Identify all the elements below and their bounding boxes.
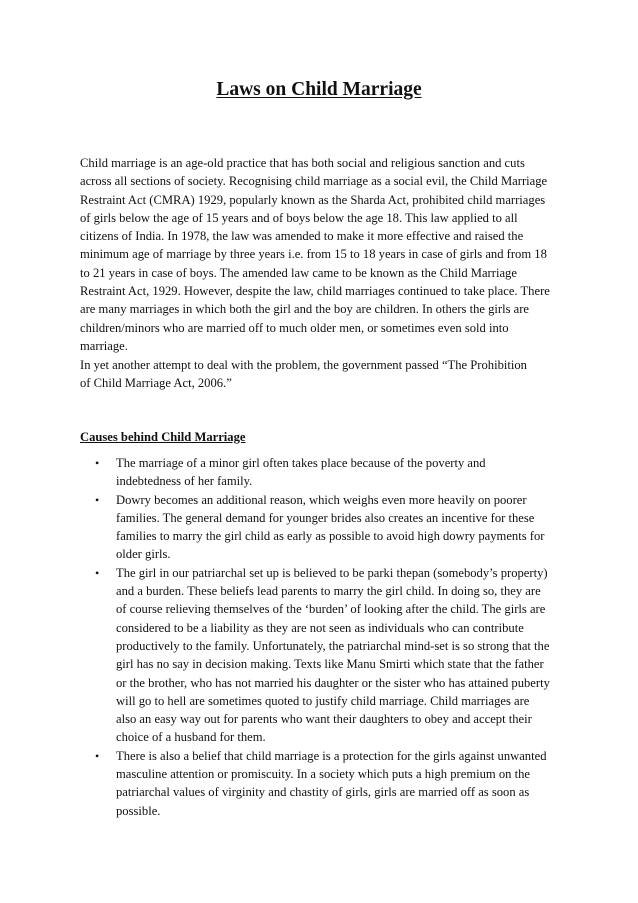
bullet-icon: • — [95, 456, 100, 470]
list-item — [0, 747, 638, 820]
text-line: marriage. — [80, 338, 128, 353]
text-line: girl has no say in decision making. Texts like Manu Smirti which state that the father — [116, 657, 544, 672]
list-item — [0, 491, 638, 564]
text-line: across all sections of society. Recognising child marriage as a social evil, the Child Marriage — [80, 174, 548, 189]
list-item-text — [116, 747, 576, 820]
text-line: are many marriages in which both the girl and the boy are children. In others the girls are — [80, 302, 530, 317]
bullet-icon: • — [95, 748, 100, 763]
list-item-text — [116, 454, 576, 491]
text-line: and a burden. These beliefs lead parents to marry the girl child. In doing so, they are — [116, 584, 541, 599]
text-line: children/minors who are married off to much older men, or sometimes even sold into — [80, 320, 509, 335]
text-line: will go to hell are sometimes quoted to justify child marriage. Child marriages are — [116, 693, 530, 708]
act-paragraph — [80, 356, 564, 393]
list-item — [0, 454, 638, 491]
text-line: of Child Marriage Act, 2006.” — [80, 376, 232, 391]
text-line: masculine attention or promiscuity. In a society which puts a high premium on the — [116, 767, 530, 782]
text-line: families to marry the girl child as early as possible to avoid high dowry payments for — [116, 529, 545, 544]
text-line: or the brother, who has not married his daughter or the sister who has attained puberty — [116, 675, 550, 690]
text-line: choice of a husband for them. — [116, 730, 266, 745]
text-line: Dowry becomes an additional reason, which weighs even more heavily on poorer — [116, 492, 527, 507]
causes-list — [0, 454, 638, 820]
text-line: older girls. — [116, 547, 171, 562]
text-line: Restraint Act, 1929. However, despite the law, child marriages continued to take place. There — [80, 284, 550, 299]
text-line: of girls below the age of 15 years and of boys below the age 18. This law applied to all — [80, 210, 518, 225]
list-item — [0, 564, 638, 747]
text-line: Restraint Act (CMRA) 1929, popularly known as the Sharda Act, prohibited child marriages — [80, 192, 546, 207]
list-item-text — [116, 491, 576, 564]
text-line: There is also a belief that child marriage is a protection for the girls against unwanted — [116, 748, 547, 763]
text-line: patriarchal values of virginity and chastity of girls, girls are married off as soon as — [116, 785, 530, 800]
bullet-icon: • — [95, 565, 100, 580]
text-line: Child marriage is an age-old practice that has both social and religious sanction and cuts — [80, 156, 525, 170]
list-item-text — [116, 564, 576, 747]
text-line: possible. — [116, 803, 161, 818]
text-line: citizens of India. In 1978, the law was amended to make it more effective and raised the — [80, 229, 524, 244]
intro-paragraph — [80, 154, 564, 355]
text-line: also an easy way out for parents who want their daughters to obey and accept their — [116, 712, 532, 727]
text-line: to 21 years in case of boys. The amended law came to be known as the Child Marriage — [80, 265, 517, 280]
section-heading: Causes behind Child Marriage — [80, 430, 246, 444]
text-line: productively to the family. Unfortunately, the patriarchal mind-set is so strong that the — [116, 638, 550, 653]
text-line: The girl in our patriarchal set up is believed to be parki thepan (somebody’s property) — [116, 565, 548, 580]
text-line: The marriage of a minor girl often takes place because of the poverty and — [116, 456, 486, 470]
text-line: families. The general demand for younger brides also creates an incentive for these — [116, 510, 535, 525]
page-title: Laws on Child Marriage — [216, 79, 422, 100]
text-line: indebtedness of her family. — [116, 474, 253, 489]
text-line: In yet another attempt to deal with the problem, the government passed “The Prohibition — [80, 358, 527, 372]
text-line: minimum age of marriage by three years i.e. from 15 to 18 years in case of girls and from 18 — [80, 247, 547, 262]
text-line: considered to be a liability as they are not seen as individuals who can contribute — [116, 620, 524, 635]
bullet-icon: • — [95, 492, 100, 507]
text-line: of course relieving themselves of the ‘burden’ of looking after the child. The girls are — [116, 602, 546, 617]
